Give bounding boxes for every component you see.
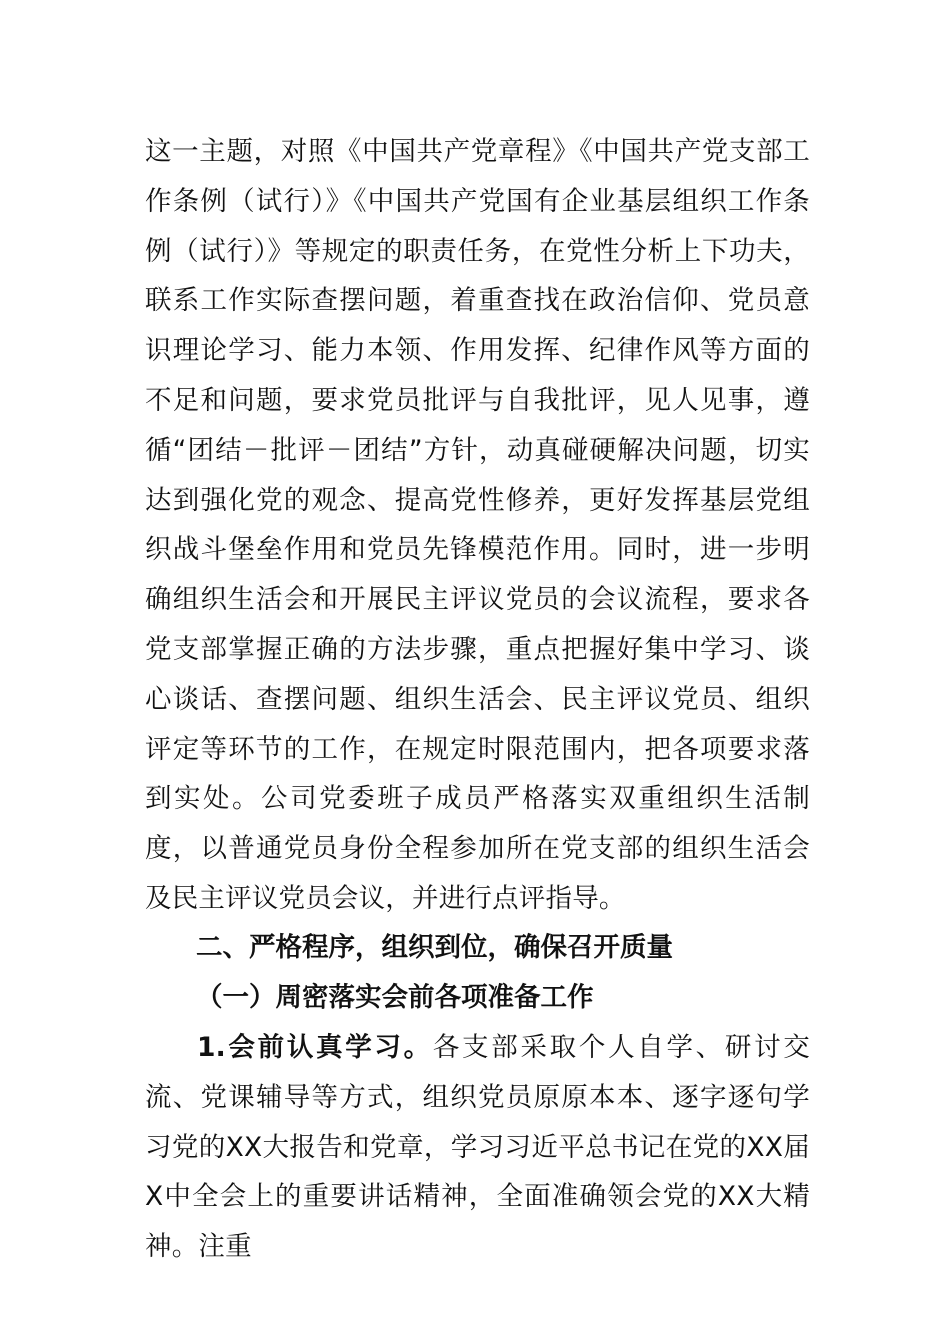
- item-lead: 1.会前认真学习。: [197, 1032, 433, 1063]
- item-paragraph: [145, 1023, 810, 1272]
- section-heading: 二、严格程序，组织到位，确保召开质量: [196, 932, 673, 963]
- item-text: 各支部采取个人自学、研讨交流、党课辅导等方式，组织党员原原本本、逐字逐句学习党的XX大报告和党章，学习习近平总书记在党的XX届X中全会上的重要讲话精神，全面准确领会党的XX大精神。注重: [145, 1032, 810, 1263]
- subsection-heading: （一）周密落实会前各项准备工作: [196, 982, 594, 1013]
- body-paragraph: 这一主题，对照《中国共产党章程》《中国共产党支部工作条例（试行）》《中国共产党国有企业基层组织工作条例（试行）》等规定的职责任务，在党性分析上下功夫，联系工作实际查摆问题，着重查找在政治信仰、党员意识理论学习、能力本领、作用发挥、纪律作风等方面的不足和问题，要求党员批评与自我批评，见人见事，遵循“团结－批评－团结”方针，动真碰硬解决问题，切实达到强化党的观念、提高党性修养，更好发挥基层党组织战斗堡垒作用和党员先锋模范作用。同时，进一步明确组织生活会和开展民主评议党员的会议流程，要求各党支部掌握正确的方法步骤，重点把握好集中学习、谈心谈话、查摆问题、组织生活会、民主评议党员、组织评定等环节的工作，在规定时限范围内，把各项要求落到实处。公司党委班子成员严格落实双重组织生活制度，以普通党员身份全程参加所在党支部的组织生活会及民主评议党员会议，并进行点评指导。: [145, 136, 810, 914]
